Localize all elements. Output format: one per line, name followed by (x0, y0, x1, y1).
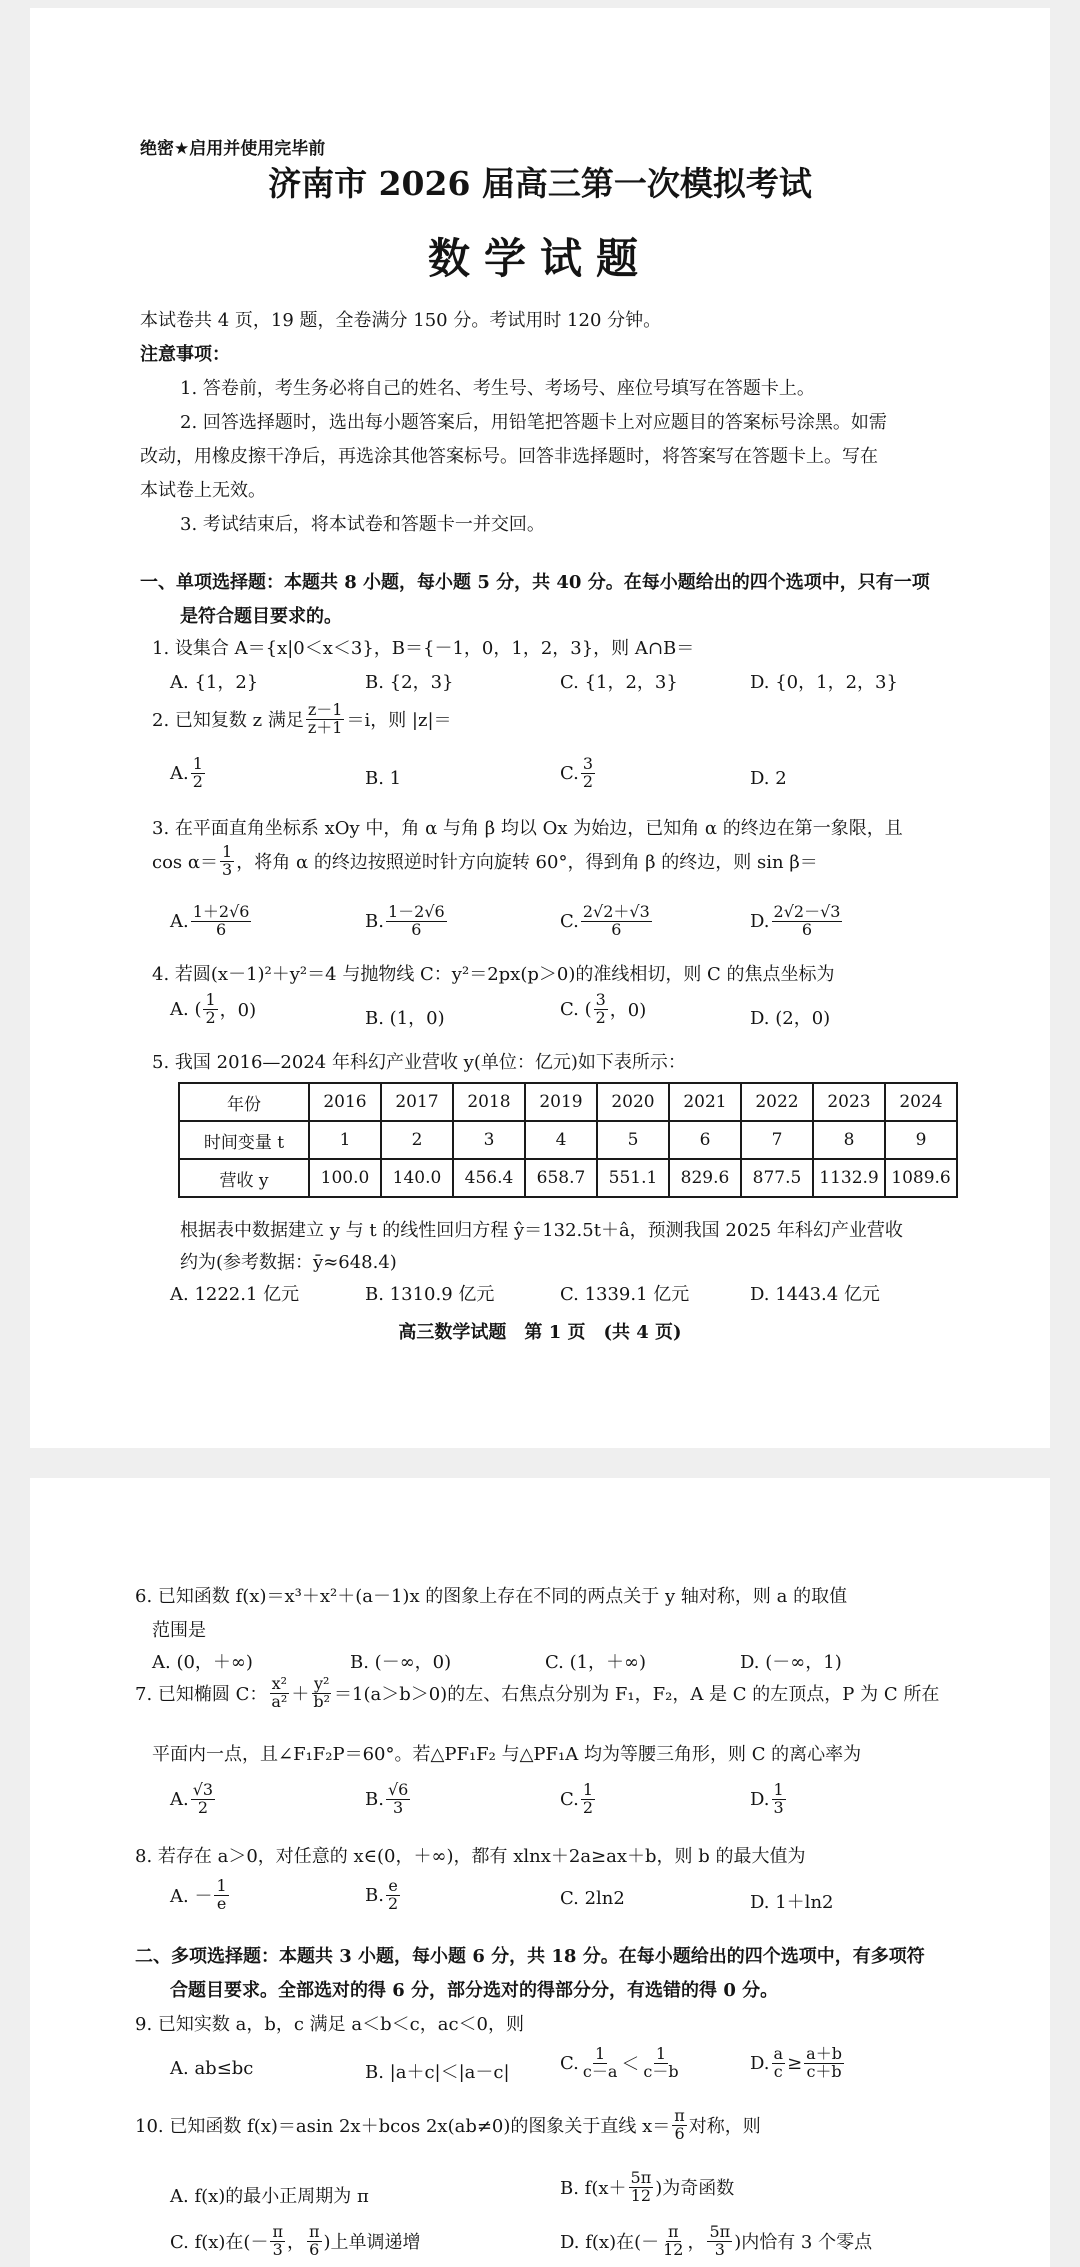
table-cell: 2020 (597, 1083, 669, 1121)
table-cell: 877.5 (741, 1159, 813, 1197)
question-2-option-d: D. 2 (750, 768, 787, 789)
question-7-stem: 7. 已知椭圆 C： $\frac{\text{x²}}{\text{a²}}$ ＋ $\frac{\text{y²}}{\text{b²}}$ ＝1(a＞b＞0)的左、右焦点分别为 F₁，F₂，A 是 C 的左顶点，P 为 C 所在 (135, 1674, 940, 1711)
question-8-option-d: D. 1＋ln2 (750, 1892, 834, 1913)
table-cell: 2016 (309, 1083, 381, 1121)
question-4-option-c: C. ( $\frac{3}{2}$ ，0) (560, 990, 647, 1027)
question-1-option-a: A. {1，2} (170, 672, 259, 693)
question-2-fraction: $\frac{z-1}{z+1}$ (307, 700, 343, 737)
table-cell: 2024 (885, 1083, 957, 1121)
table-cell: 9 (885, 1121, 957, 1159)
question-2-option-b: B. 1 (365, 768, 402, 789)
notice-item-2-end: 本试卷上无效。 (140, 480, 266, 501)
exam-page-2 (30, 1478, 1050, 2267)
question-8-option-c: C. 2ln2 (560, 1888, 625, 1909)
table-row (179, 1159, 957, 1197)
question-6-option-c: C. (1，＋∞) (545, 1652, 647, 1673)
table-cell: 营收 y (179, 1159, 309, 1197)
page-footer: 高三数学试题 第 1 页 (共 4 页) (398, 1322, 682, 1343)
table-cell: 1089.6 (885, 1159, 957, 1197)
table-cell: 2017 (381, 1083, 453, 1121)
notice-title: 注意事项： (140, 344, 230, 365)
question-7-option-b: B. $\frac{√6}{3}$ (365, 1780, 409, 1817)
question-10-stem: 10. 已知函数 f(x)＝asin 2x＋bcos 2x(ab≠0)的图象关于直线 x＝ $\frac{\pi}{6}$ 对称，则 (135, 2106, 761, 2143)
question-5-after: 根据表中数据建立 y 与 t 的线性回归方程 ŷ＝132.5t＋â，预测我国 2025 年科幻产业营收 (180, 1220, 903, 1241)
table-cell: 2021 (669, 1083, 741, 1121)
table-cell: 140.0 (381, 1159, 453, 1197)
question-5-option-d: D. 1443.4 亿元 (750, 1284, 880, 1305)
table-cell: 8 (813, 1121, 885, 1159)
question-3-stem-cont: cos α＝ $\frac{1}{3}$ ，将角 α 的终边按照逆时针方向旋转 60°，得到角 β 的终边，则 sin β＝ (152, 842, 818, 879)
question-3-option-d: D. $\frac{2√2-√3}{6}$ (750, 902, 841, 939)
question-5-option-c: C. 1339.1 亿元 (560, 1284, 690, 1305)
question-1-option-d: D. {0，1，2，3} (750, 672, 898, 693)
exam-page-1 (30, 8, 1050, 1448)
table-cell: 年份 (179, 1083, 309, 1121)
question-6-stem: 6. 已知函数 f(x)＝x³＋x²＋(a－1)x 的图象上存在不同的两点关于 y 轴对称，则 a 的取值 (135, 1586, 848, 1607)
section-2-title-cont: 合题目要求。全部选对的得 6 分，部分选对的得部分分，有选错的得 0 分。 (170, 1980, 779, 2001)
question-2-stem: 2. 已知复数 z 满足 $\frac{z-1}{z+1}$ ＝i，则 |z|＝ (152, 700, 452, 737)
notice-item-3: 3. 考试结束后，将本试卷和答题卡一并交回。 (180, 514, 545, 535)
question-10-option-b: B. f(x＋ $\frac{5\pi}{12}$ )为奇函数 (560, 2168, 735, 2205)
section-2-title: 二、多项选择题：本题共 3 小题，每小题 6 分，共 18 分。在每小题给出的四个选项中，有多项符 (135, 1946, 925, 1967)
question-9-option-c: C. $\frac{1}{c-a}$ ＜ $\frac{1}{c-b}$ (560, 2044, 679, 2081)
question-3-stem: 3. 在平面直角坐标系 xOy 中，角 α 与角 β 均以 Ox 为始边，已知角 α 的终边在第一象限，且 (152, 818, 903, 839)
question-6-option-d: D. (－∞，1) (740, 1652, 842, 1673)
table-cell: 6 (669, 1121, 741, 1159)
question-1-stem: 1. 设集合 A＝{x|0＜x＜3}，B＝{－1，0，1，2，3}，则 A∩B＝ (152, 638, 695, 659)
table-cell: 2023 (813, 1083, 885, 1121)
question-3-option-a: A. $\frac{1+2√6}{6}$ (170, 902, 250, 939)
question-8-stem: 8. 若存在 a＞0，对任意的 x∈(0，＋∞)，都有 xlnx＋2a≥ax＋b，则 b 的最大值为 (135, 1846, 806, 1867)
question-4-option-a: A. ( $\frac{1}{2}$ ，0) (170, 990, 257, 1027)
question-9-stem: 9. 已知实数 a，b，c 满足 a＜b＜c，ac＜0，则 (135, 2014, 524, 2035)
question-10-option-d: D. f(x)在(－ $\frac{\pi}{12}$ ， $\frac{5\pi}{3}$ )内恰有 3 个零点 (560, 2222, 873, 2259)
table-cell: 2018 (453, 1083, 525, 1121)
question-10-option-c: C. f(x)在(－ $\frac{\pi}{3}$ ， $\frac{\pi}{6}$ )上单调递增 (170, 2222, 421, 2259)
question-5-stem: 5. 我国 2016—2024 年科幻产业营收 y(单位：亿元)如下表所示： (152, 1052, 686, 1073)
question-2-option-a: A. $\frac{1}{2}$ (170, 754, 203, 791)
table-row (179, 1121, 957, 1159)
notice-item-2: 2. 回答选择题时，选出每小题答案后，用铅笔把答题卡上对应题目的答案标号涂黑。如需 (180, 412, 887, 433)
question-7-option-c: C. $\frac{1}{2}$ (560, 1780, 594, 1817)
question-7-stem-cont: 平面内一点，且∠F₁F₂P＝60°。若△PF₁F₂ 与△PF₁A 均为等腰三角形，则 C 的离心率为 (152, 1744, 862, 1765)
question-5-option-a: A. 1222.1 亿元 (170, 1284, 300, 1305)
question-7-option-a: A. $\frac{√3}{2}$ (170, 1780, 214, 1817)
table-cell: 100.0 (309, 1159, 381, 1197)
table-cell: 551.1 (597, 1159, 669, 1197)
table-cell: 1132.9 (813, 1159, 885, 1197)
table-cell: 5 (597, 1121, 669, 1159)
question-9-option-d: D. $\frac{a}{c}$ ≥ $\frac{a+b}{c+b}$ (750, 2044, 842, 2081)
table-cell: 1 (309, 1121, 381, 1159)
subject-title: 数学试题 (427, 234, 652, 283)
table-cell: 2 (381, 1121, 453, 1159)
notice-item-2-cont: 改动，用橡皮擦干净后，再选涂其他答案标号。回答非选择题时，将答案写在答题卡上。写在 (140, 446, 878, 467)
notice-item-1: 1. 答卷前，考生务必将自己的姓名、考生号、考场号、座位号填写在答题卡上。 (180, 378, 815, 399)
revenue-table (178, 1082, 958, 1198)
question-3-option-c: C. $\frac{2√2+√3}{6}$ (560, 902, 650, 939)
exam-summary: 本试卷共 4 页，19 题，全卷满分 150 分。考试用时 120 分钟。 (140, 310, 662, 331)
table-cell: 829.6 (669, 1159, 741, 1197)
question-4-option-d: D. (2，0) (750, 1008, 831, 1029)
table-cell: 7 (741, 1121, 813, 1159)
table-cell: 456.4 (453, 1159, 525, 1197)
table-cell: 3 (453, 1121, 525, 1159)
question-2-option-c: C. $\frac{3}{2}$ (560, 754, 594, 791)
section-1-title: 一、单项选择题：本题共 8 小题，每小题 5 分，共 40 分。在每小题给出的四个选项中，只有一项 (140, 572, 930, 593)
table-row (179, 1083, 957, 1121)
exam-title: 济南市 2026 届高三第一次模拟考试 (268, 164, 812, 203)
secret-label: 绝密★启用并使用完毕前 (140, 139, 326, 159)
question-5-after-cont: 约为(参考数据：ȳ≈648.4) (180, 1252, 397, 1273)
question-9-option-a: A. ab≤bc (170, 2058, 254, 2079)
question-4-option-b: B. (1，0) (365, 1008, 445, 1029)
table-cell: 658.7 (525, 1159, 597, 1197)
question-1-option-c: C. {1，2，3} (560, 672, 678, 693)
question-9-option-b: B. |a＋c|＜|a－c| (365, 2062, 510, 2083)
question-4-stem: 4. 若圆(x－1)²＋y²＝4 与抛物线 C：y²＝2px(p＞0)的准线相切，则 C 的焦点坐标为 (152, 964, 835, 985)
question-8-option-b: B. $\frac{e}{2}$ (365, 1876, 399, 1913)
question-10-option-a: A. f(x)的最小正周期为 π (170, 2186, 369, 2207)
table-cell: 时间变量 t (179, 1121, 309, 1159)
question-3-option-b: B. $\frac{1-2√6}{6}$ (365, 902, 445, 939)
question-6-option-b: B. (－∞，0) (350, 1652, 452, 1673)
table-cell: 2022 (741, 1083, 813, 1121)
question-8-option-a: A. － $\frac{1}{e}$ (170, 1876, 227, 1913)
question-6-stem-cont: 范围是 (152, 1620, 206, 1641)
question-6-option-a: A. (0，＋∞) (152, 1652, 253, 1673)
question-5-option-b: B. 1310.9 亿元 (365, 1284, 495, 1305)
question-7-option-d: D. $\frac{1}{3}$ (750, 1780, 784, 1817)
question-1-option-b: B. {2，3} (365, 672, 454, 693)
table-cell: 4 (525, 1121, 597, 1159)
section-1-title-cont: 是符合题目要求的。 (180, 606, 342, 627)
table-cell: 2019 (525, 1083, 597, 1121)
